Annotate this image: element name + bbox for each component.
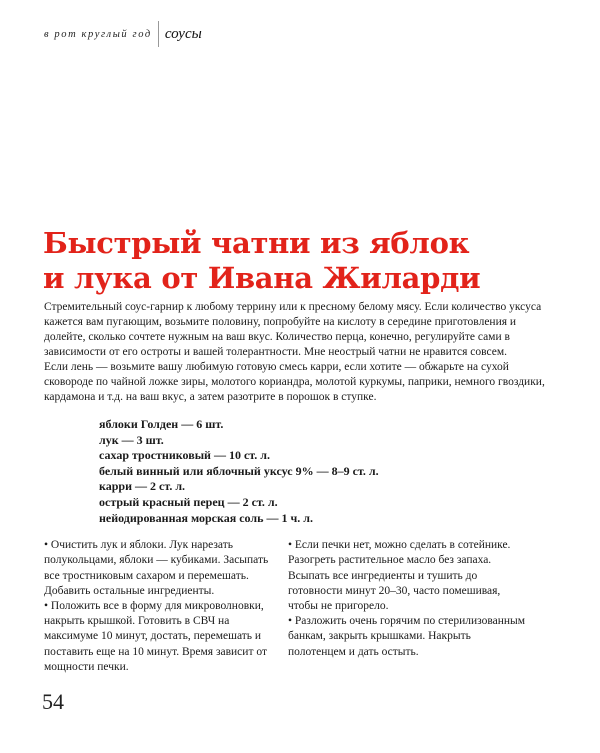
intro-paragraph: Стремительный соус-гарнир к любому террину или к пресному белому мясу. Если количество уксуса кажется вам пугающим, возьмите половину, попробуйте на кислоту в середине приготовления и долейте, сколько сочтете нужным на ваш вкус. Количество перца, конечно, регулируйте сами в зависимости от его остроты и вашей толерантности. Мне неострый чатни не нравится совсем. <box>44 301 542 358</box>
recipe-title <box>43 226 560 296</box>
ingredient: карри — 2 ст. л. <box>99 479 186 494</box>
ingredient: лук — 3 шт. <box>99 432 164 447</box>
page-number: 54 <box>42 688 64 714</box>
intro-paragraph: Если лень — возьмите вашу любимую готовую смесь карри, если хотите — обжарьте на сухой сковороде по чайной ложке зиры, молотого кориандра, молотой куркумы, паприки, немного гвоздики, кардамона и т.д. на ваш вкус, а затем разотрите в порошок в ступке. <box>44 361 545 403</box>
step: • Если печки нет, можно сделать в сотейнике. Разогреть растительное масло без запаха. Всыпать все ингредиенты и тушить до готовности минут 20–30, часто помешивая, чтобы не пригорело. <box>288 539 511 612</box>
intro-text <box>44 300 560 405</box>
header-divider <box>158 21 159 47</box>
ingredient: нейодированная морская соль — 1 ч. л. <box>99 510 313 525</box>
ingredient: яблоки Голден — 6 шт. <box>99 417 224 431</box>
steps-column-left <box>44 538 276 675</box>
step: • Очистить лук и яблоки. Лук нарезать полукольцами, яблоки — кубиками. Засыпать все тростниковым сахаром и перемешать. Добавить остальные ингредиенты. <box>44 539 269 597</box>
ingredient: сахар тростниковый — 10 ст. л. <box>99 448 271 463</box>
steps-column-right <box>288 538 528 675</box>
section-name: в рот круглый год <box>44 28 152 40</box>
ingredients-list <box>99 417 560 526</box>
step: • Разложить очень горячим по стерилизованным банкам, закрыть крышками. Накрыть полотенцем и дать остыть. <box>288 615 526 658</box>
running-header <box>44 22 202 46</box>
ingredient: острый красный перец — 2 ст. л. <box>99 494 278 509</box>
steps <box>44 538 560 675</box>
step: • Положить все в форму для микроволновки, накрыть крышкой. Готовить в СВЧ на максимуме 10 минут, достать, перемешать и поставить еще на 10 минут. Время зависит от мощности печки. <box>44 599 267 673</box>
page-body <box>44 226 560 715</box>
title-line: и лука от Ивана Жиларди <box>43 261 481 295</box>
title-line: Быстрый чатни из яблок <box>43 226 470 260</box>
ingredient: белый винный или яблочный уксус 9% — 8–9 ст. л. <box>99 463 379 478</box>
category-name: соусы <box>164 25 202 42</box>
